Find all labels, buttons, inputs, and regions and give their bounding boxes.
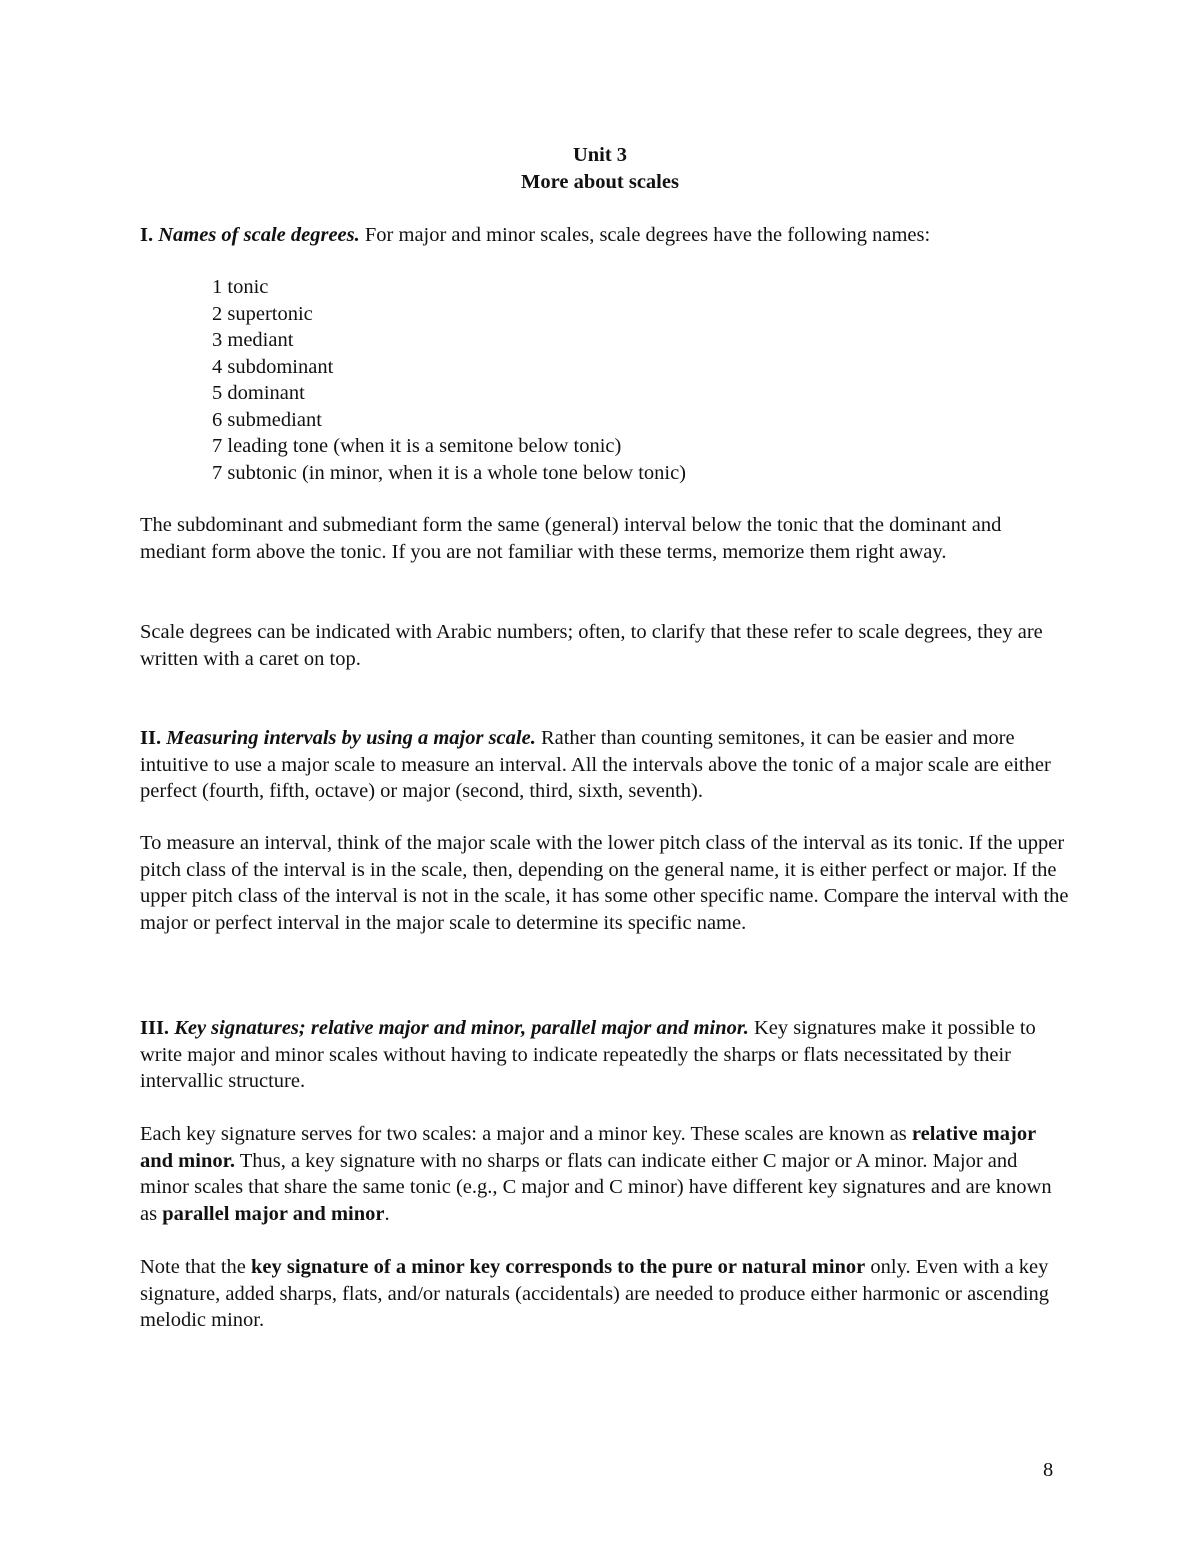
section-3-intro: Key signatures make it possible to write major and minor scales without having to indicate repeatedly the sharps or flats necessitated by their intervallic structure.	[140, 1017, 1036, 1092]
list-item: 1 tonic	[212, 276, 269, 298]
section-1-paragraph-2: Scale degrees can be indicated with Arabic numbers; often, to clarify that these refer to scale degrees, they are written with a caret on top.	[140, 621, 1043, 670]
section-1-paragraph-1: The subdominant and submediant form the same (general) interval below the tonic that the dominant and mediant form above the tonic. If you are not familiar with these terms, memorize them right away.	[140, 514, 1002, 563]
list-item: 7 leading tone (when it is a semitone below tonic)	[212, 435, 622, 457]
section-2-title: Measuring intervals by using a major scale.	[166, 727, 536, 749]
section-1-title: Names of scale degrees.	[158, 224, 360, 246]
section-3-paragraph-2	[140, 1254, 1070, 1334]
text-run: .	[384, 1202, 390, 1225]
section-2-heading	[140, 725, 1070, 805]
text-run: Note that the	[140, 1256, 252, 1278]
section-2-number: II.	[140, 727, 162, 749]
list-item: 2 supertonic	[212, 302, 313, 325]
text-run: Each key signature serves for two scales: a major and a minor key. These scales are known as	[140, 1123, 912, 1145]
page-number: 8	[1043, 1459, 1054, 1481]
text-run: only. Even with a key signature, added sharps, flats, and/or naturals (accidentals) are needed to produce either harmonic or ascending melodic minor.	[140, 1256, 1050, 1331]
section-3-paragraph-1	[140, 1121, 1070, 1227]
term-parallel-major-minor: parallel major and minor	[162, 1202, 385, 1225]
list-item: 6 submediant	[212, 408, 322, 431]
page-subtitle: More about scales	[521, 171, 679, 193]
list-item: 5 dominant	[212, 382, 305, 404]
section-2-intro: Rather than counting semitones, it can be easier and more intuitive to use a major scale to measure an interval. All the intervals above the tonic of a major scale are either perfect (fourth, fifth, octave) or major (second, third, sixth, seventh).	[140, 727, 1051, 802]
section-3-heading	[140, 1015, 1070, 1095]
section-2-paragraph-1: To measure an interval, think of the major scale with the lower pitch class of the interval as its tonic. If the upper pitch class of the interval is in the scale, then, depending on the general name, it is either perfect or major. If the upper pitch class of the interval is not in the scale, it has some other specific name. Compare the interval with the major or perfect interval in the major scale to determine its specific name.	[140, 832, 1069, 934]
scale-degree-list	[212, 274, 1012, 486]
list-item: 3 mediant	[212, 329, 294, 351]
section-1-number: I.	[140, 224, 154, 246]
section-1-heading	[140, 222, 1070, 249]
term-minor-key-signature: key signature of a minor key corresponds to the pure or natural minor	[251, 1256, 866, 1278]
term-relative-major-minor: relative major and minor.	[140, 1123, 1036, 1172]
section-3-title: Key signatures; relative major and minor, parallel major and minor.	[174, 1017, 749, 1039]
unit-title: Unit 3	[572, 144, 628, 166]
list-item: 4 subdominant	[212, 355, 334, 378]
list-item: 7 subtonic (in minor, when it is a whole tone below tonic)	[212, 461, 687, 484]
section-3-number: III.	[140, 1017, 170, 1039]
text-run: Thus, a key signature with no sharps or flats can indicate either C major or A minor. Major and minor scales that share the same tonic (e.g., C major and C minor) have different key signatures and are known as	[140, 1149, 1052, 1225]
section-1-intro: For major and minor scales, scale degrees have the following names:	[359, 224, 931, 246]
